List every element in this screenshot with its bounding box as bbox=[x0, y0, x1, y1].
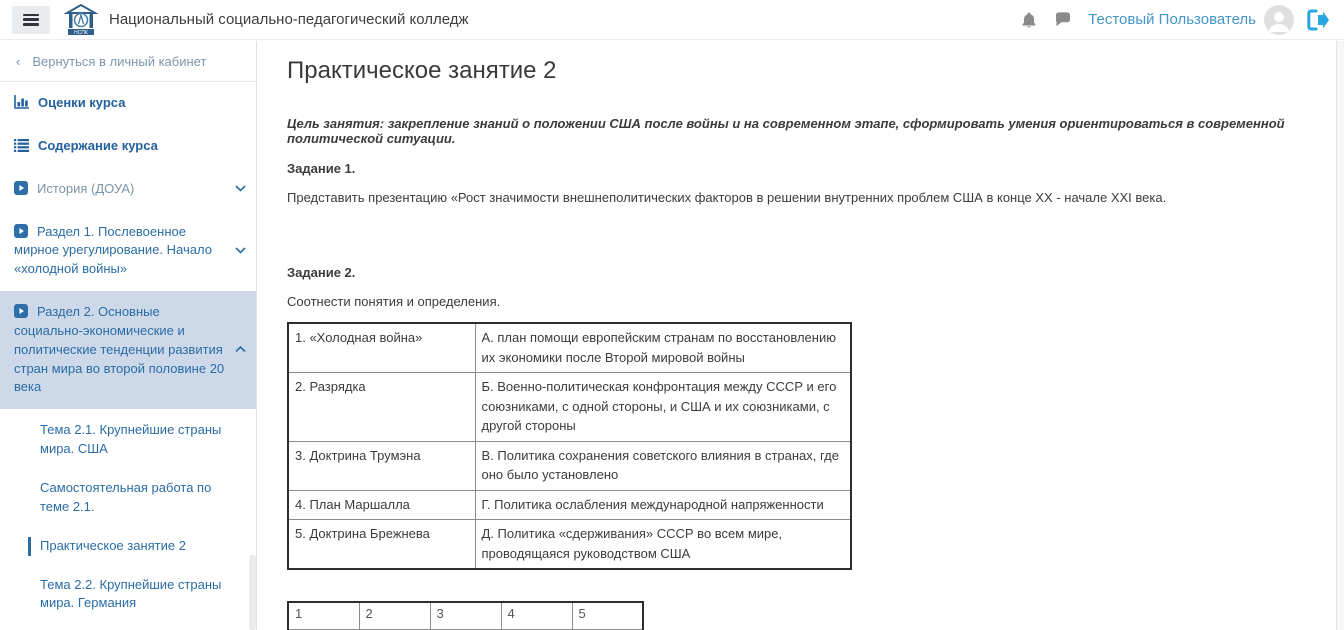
sidebar-subitem-samrabota-2-2[interactable] bbox=[0, 623, 256, 630]
answer-header-cell: 1 bbox=[288, 602, 359, 629]
play-icon bbox=[14, 181, 28, 195]
play-icon bbox=[14, 304, 28, 318]
sidebar-scrollbar-thumb[interactable] bbox=[249, 555, 256, 630]
definition-cell: Д. Политика «сдерживания» СССР во всем мире, проводящаяся руководством США bbox=[475, 520, 851, 570]
definition-cell: В. Политика сохранения советского влияния в странах, где оно было установлено bbox=[475, 441, 851, 490]
term-cell: 4. План Маршалла bbox=[288, 490, 475, 520]
sidebar-item-section1[interactable] bbox=[0, 211, 256, 292]
definition-cell: Г. Политика ослабления международной напряженности bbox=[475, 490, 851, 520]
chevron-down-icon bbox=[235, 247, 246, 254]
task2-text: Соотнести понятия и определения. bbox=[287, 294, 501, 309]
sidebar-subitem-tema-2-1[interactable]: Тема 2.1. Крупнейшие страны мира. США bbox=[40, 422, 222, 457]
sidebar-item-label: Оценки курса bbox=[38, 95, 126, 110]
page-title: Практическое занятие 2 bbox=[287, 57, 557, 84]
task1-label: Задание 1. bbox=[287, 161, 356, 176]
table-row bbox=[288, 490, 851, 520]
table-row bbox=[288, 373, 851, 442]
current-user-name[interactable]: Тестовый Пользователь bbox=[1088, 11, 1256, 28]
definition-cell: А. план помощи европейским странам по восстановлению их экономики после Второй мировой войны bbox=[475, 323, 851, 373]
lesson-content bbox=[258, 41, 1336, 630]
answers-header-row bbox=[288, 602, 643, 629]
sidebar-subitem-prakticheskoe-2[interactable]: Практическое занятие 2 bbox=[0, 527, 256, 566]
sidebar-item-grades[interactable] bbox=[0, 82, 256, 125]
sidebar-item-course-history[interactable] bbox=[0, 168, 256, 211]
term-cell: 3. Доктрина Трумэна bbox=[288, 441, 475, 490]
svg-text:НСПК: НСПК bbox=[74, 29, 88, 36]
brand-title: Национальный социально-педагогический колледж bbox=[109, 11, 469, 28]
term-cell: 5. Доктрина Брежнева bbox=[288, 520, 475, 570]
messages-chat-icon[interactable] bbox=[1054, 11, 1072, 29]
user-avatar[interactable] bbox=[1264, 5, 1294, 35]
sidebar-subitem-samrabota-2-1[interactable]: Самостоятельная работа по теме 2.1. bbox=[40, 479, 212, 514]
definition-cell: Б. Военно-политическая конфронтация между СССР и его союзниками, с одной стороны, и США и их союзниками, с другой стороны bbox=[475, 373, 851, 442]
chevron-up-icon bbox=[235, 346, 246, 353]
sidebar-item-label: Содержание курса bbox=[38, 137, 158, 153]
task2-label: Задание 2. bbox=[287, 265, 356, 280]
college-logo-icon bbox=[64, 3, 98, 37]
sidebar-subitem-tema-2-2[interactable]: Тема 2.2. Крупнейшие страны мира. Германия bbox=[40, 576, 222, 611]
term-cell: 2. Разрядка bbox=[288, 373, 475, 442]
logout-icon[interactable] bbox=[1306, 9, 1330, 31]
answer-header-cell: 3 bbox=[430, 602, 501, 629]
course-sidebar bbox=[0, 41, 257, 630]
sidebar-item-label: История (ДОУА) bbox=[37, 180, 135, 196]
menu-toggle-button[interactable] bbox=[12, 6, 50, 34]
page-scrollbar-track[interactable] bbox=[1336, 41, 1344, 630]
back-to-dashboard-link[interactable] bbox=[0, 41, 256, 82]
sidebar-item-contents[interactable] bbox=[0, 125, 256, 168]
table-row bbox=[288, 441, 851, 490]
section2-subnav bbox=[0, 409, 256, 630]
sidebar-item-label: Раздел 2. Основные социально-экономические и политические тенденции развития стран мира во второй половине 20 века bbox=[14, 304, 225, 395]
sidebar-item-label: Раздел 1. Послевоенное мирное урегулирование. Начало «холодной войны» bbox=[14, 223, 212, 277]
terms-definitions-table bbox=[287, 322, 852, 570]
hamburger-icon bbox=[23, 14, 39, 26]
answer-header-cell: 5 bbox=[572, 602, 643, 629]
term-cell: 1. «Холодная война» bbox=[288, 323, 475, 373]
list-icon bbox=[14, 139, 29, 152]
answer-header-cell: 4 bbox=[501, 602, 572, 629]
top-header bbox=[0, 0, 1344, 40]
chevron-left-icon: ‹ bbox=[16, 54, 21, 69]
bar-chart-icon bbox=[14, 95, 29, 109]
table-row bbox=[288, 323, 851, 373]
sidebar-item-section2[interactable] bbox=[0, 291, 256, 409]
task1-text: Представить презентацию «Рост значимости внешнеполитических факторов в решении внутренних проблем США в конце XX - начале XXI века. bbox=[287, 190, 1167, 205]
table-row bbox=[288, 520, 851, 570]
play-icon bbox=[14, 224, 28, 238]
answers-table bbox=[287, 601, 644, 630]
notifications-bell-icon[interactable] bbox=[1020, 11, 1038, 29]
answer-header-cell: 2 bbox=[359, 602, 430, 629]
lesson-goal-text: Цель занятия: закрепление знаний о положении США после войны и на современном этапе, сформировать умения ориентироваться в современной политической ситуации. bbox=[287, 116, 1285, 146]
chevron-down-icon bbox=[235, 185, 246, 192]
back-link-label: Вернуться в личный кабинет bbox=[32, 54, 207, 69]
